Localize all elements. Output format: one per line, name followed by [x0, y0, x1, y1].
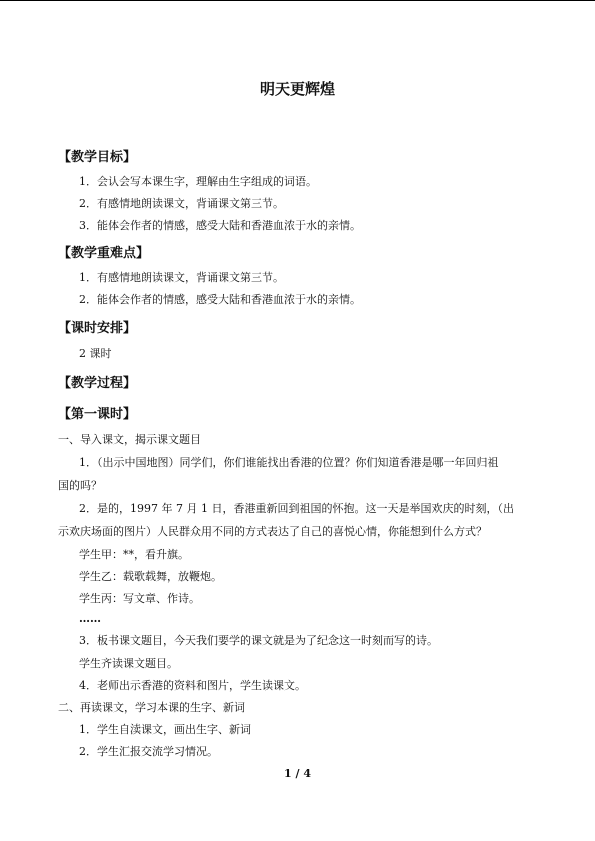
key-point-item-2: 2．能体会作者的情感，感受大陆和香港血浓于水的亲情。 — [79, 293, 361, 306]
lesson-line-12: 4．老师出示香港的资料和图片，学生读课文。 — [79, 679, 306, 692]
lesson-ellipsis: …… — [79, 612, 101, 625]
goal-item-1: 1．会认会写本课生字，理解由生字组成的词语。 — [79, 175, 317, 188]
lesson-line-4: 2．是的，1997 年 7 月 1 日，香港重新回到祖国的怀抱。这一天是举国欢庆的时刻，（出 — [79, 502, 514, 515]
lesson-line-8: 学生丙：写文章、作诗。 — [79, 592, 200, 605]
lesson-line-10: 3．板书课文题目，今天我们要学的课文就是为了纪念这一时刻而写的诗。 — [79, 634, 438, 647]
lesson-line-6: 学生甲：**，看升旗。 — [79, 548, 189, 561]
key-point-item-1: 1．有感情地朗读课文，背诵课文第三节。 — [79, 271, 284, 284]
goal-item-3: 3．能体会作者的情感，感受大陆和香港血浓于水的亲情。 — [79, 219, 361, 232]
lesson-line-15: 2．学生汇报交流学习情况。 — [79, 745, 218, 758]
lesson-line-3: 国的吗？ — [58, 479, 102, 492]
lesson-line-2: 1．（出示中国地图）同学们，你们谁能找出香港的位置？你们知道香港是哪一年回归祖 — [79, 456, 499, 469]
lesson-line-14: 1．学生自渎课文，画出生字、新词 — [79, 723, 251, 736]
heading-lesson-1: 【第一课时】 — [58, 407, 137, 422]
heading-schedule: 【课时安排】 — [58, 321, 137, 336]
lesson-line-5: 示欢庆场面的图片）人民群众用不同的方式表达了自己的喜悦心情，你能想到什么方式？ — [58, 525, 487, 538]
heading-key-points: 【教学重难点】 — [58, 246, 150, 261]
document-title: 明天更辉煌 — [259, 80, 335, 98]
heading-teaching-process: 【教学过程】 — [58, 376, 137, 391]
lesson-line-7: 学生乙：载歌载舞，放鞭炮。 — [79, 570, 222, 583]
page-number: 1 / 4 — [284, 767, 311, 780]
goal-item-2: 2．有感情地朗读课文，背诵课文第三节。 — [79, 197, 284, 210]
schedule-text: 2 课时 — [79, 347, 112, 360]
lesson-line-11: 学生齐读课文题目。 — [79, 657, 178, 670]
heading-teaching-goals: 【教学目标】 — [58, 150, 137, 165]
lesson-line-13: 二、再读课文，学习本课的生字、新词 — [58, 701, 245, 714]
lesson-line-1: 一、导入课文，揭示课文题目 — [58, 433, 201, 446]
